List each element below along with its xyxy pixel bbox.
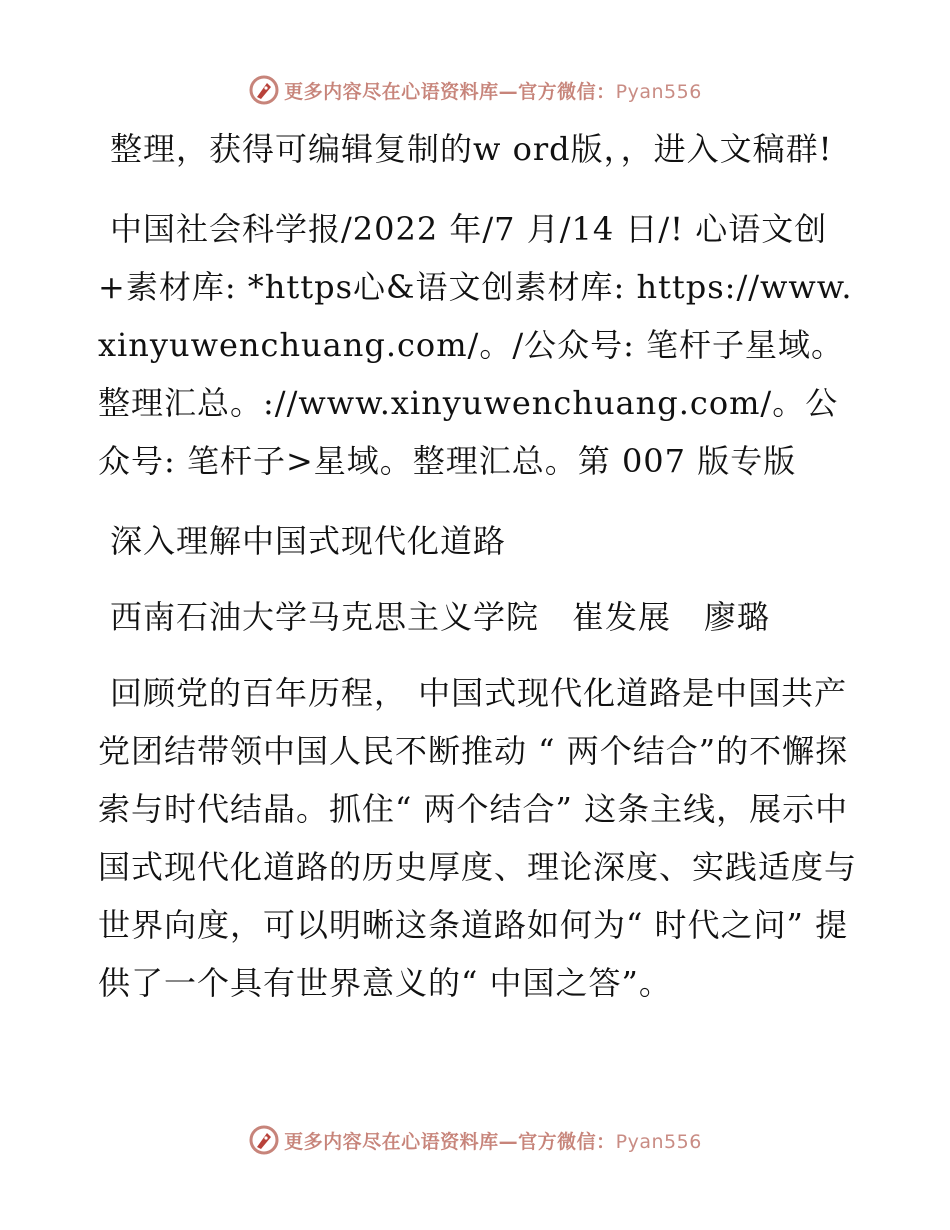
wechat-handle: Pyan556	[615, 1130, 702, 1153]
pen-nib-logo-icon	[248, 74, 280, 106]
watermark-text: 更多内容尽在心语资料库—官方微信：Pyan556	[284, 80, 702, 103]
author-line: 西南石油大学马克思主义学院 崔发展 廖璐	[110, 598, 771, 636]
article-title: 深入理解中国式现代化道路	[110, 522, 507, 560]
pen-nib-logo-icon	[248, 1124, 280, 1156]
document-body	[98, 120, 858, 1034]
intro-paragraph: 整理，获得可编辑复制的w ord版，，进入文稿群!	[110, 130, 833, 168]
wechat-handle: Pyan556	[615, 80, 702, 103]
body-paragraph: 回顾党的百年历程， 中国式现代化道路是中国共产党团结带领中国人民不断推动 “ 两个结合”的不懈探索与时代结晶。抓住“ 两个结合” 这条主线，展示中国式现代化道路的历史厚度、理论深度、实践适度与世界向度，可以明晰这条道路如何为“ 时代之问” 提供了一个具有世界意义的“ 中国之答”。	[98, 674, 858, 1002]
footer-watermark-banner	[0, 1120, 950, 1160]
watermark-text: 更多内容尽在心语资料库—官方微信：Pyan556	[284, 1130, 702, 1153]
header-watermark-banner	[0, 70, 950, 110]
source-paragraph: 中国社会科学报/2022 年/7 月/14 日/! 心语文创+素材库: *https心&语文创素材库: https://www.xinyuwenchuang.com/。/公众号: 笔杆子星域。整理汇总。://www.xinyuwenchuang.com/。公众号: 笔杆子>星域。整理汇总。第 007 版专版	[98, 210, 853, 480]
